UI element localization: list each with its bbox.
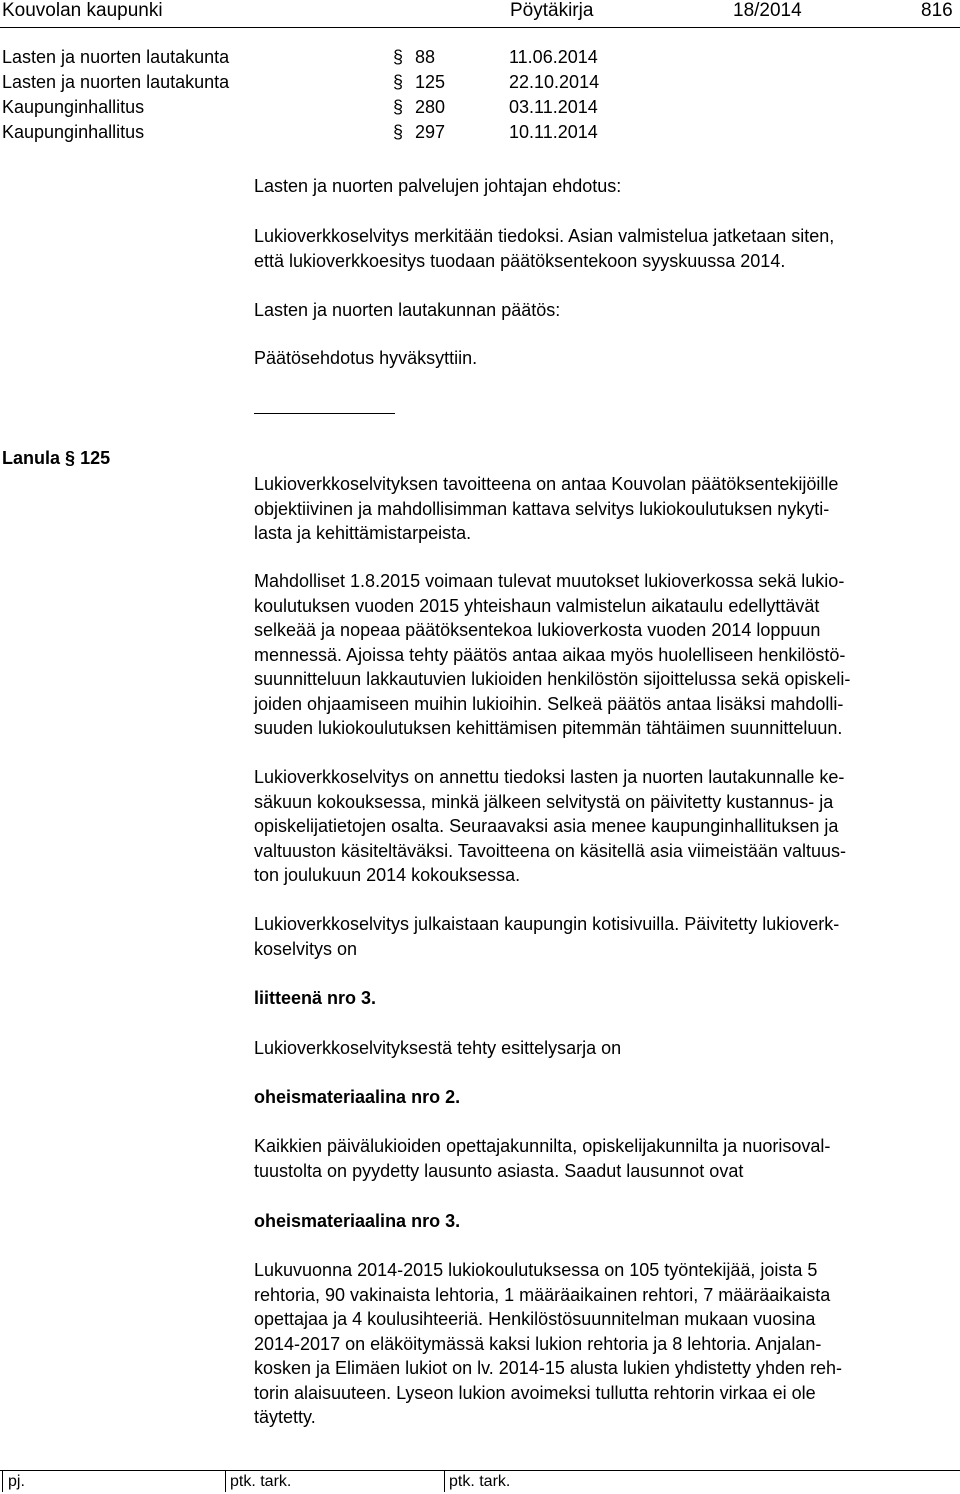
history-body: Kaupunginhallitus xyxy=(2,97,145,117)
preparer-name: Lanula xyxy=(2,448,61,468)
section-sign-icon: § xyxy=(393,122,404,142)
text-line: liitteenä nro 3. xyxy=(254,988,377,1008)
history-date: 22.10.2014 xyxy=(509,72,600,92)
text-line: suuden lukiokoulutuksen kehittämisen pitemmän tähtäimen suunnitteluun. xyxy=(254,718,843,738)
text-line: rehtoria, 90 vakinaista lehtoria, 1 määräaikainen rehtori, 7 määräaikaista xyxy=(254,1284,831,1305)
history-body: Lasten ja nuorten lautakunta xyxy=(2,72,230,92)
paragraph xyxy=(254,912,954,961)
text-line: joiden ohjaamiseen muihin lukioihin. Selkeä päätös antaa lisäksi mahdolli- xyxy=(254,693,844,714)
history-number: 125 xyxy=(415,72,446,92)
signature-divider xyxy=(2,1470,3,1492)
text-line: säkuun kokouksessa, minkä jälkeen selvitystä on päivitetty kustannus- ja xyxy=(254,791,834,812)
text-line: lasta ja kehittämistarpeista. xyxy=(254,523,472,543)
section-sign-icon: § xyxy=(65,448,76,468)
text-line: objektiivinen ja mahdollisimman kattava selvitys lukiokoulutuksen nykyti- xyxy=(254,498,830,519)
history-date: 11.06.2014 xyxy=(509,47,598,67)
header-rule xyxy=(0,27,960,28)
minutes-checker-label: ptk. tark. xyxy=(230,1473,292,1490)
text-line: Lukioverkkoselvityksen tavoitteena on antaa Kouvolan päätöksentekijöille xyxy=(254,474,839,494)
paragraph xyxy=(254,1258,954,1430)
signature-divider xyxy=(225,1470,226,1492)
text-line: ton joulukuun 2014 kokouksessa. xyxy=(254,865,521,885)
paragraph xyxy=(254,569,954,741)
section-sign-icon: § xyxy=(393,47,404,67)
paragraph xyxy=(254,472,954,546)
decision-text: Päätösehdotus hyväksyttiin. xyxy=(254,348,478,368)
text-line: 2014-2017 on eläköitymässä kaksi lukion rehtoria ja 8 lehtoria. Anjalan- xyxy=(254,1333,822,1354)
text-line: tuustolta on pyydetty lausunto asiasta. Saadut lausunnot ovat xyxy=(254,1160,744,1181)
text-line: täytetty. xyxy=(254,1407,316,1427)
text-line: oheismateriaalina nro 3. xyxy=(254,1211,461,1231)
page-number: 816 xyxy=(921,0,953,21)
text-line: koulutuksen vuoden 2015 yhteishaun valmistelun aikataulu edellyttävät xyxy=(254,595,820,616)
text-line: Kaikkien päivälukioiden opettajakunnilta, opiskelijakunnilta ja nuorisoval- xyxy=(254,1136,831,1156)
proposal-heading: Lasten ja nuorten palvelujen johtajan ehdotus: xyxy=(254,176,622,196)
minutes-checker-label: ptk. tark. xyxy=(449,1473,511,1490)
text-line: kosken ja Elimäen lukiot on lv. 2014-15 alusta lukien yhdistetty yhden reh- xyxy=(254,1358,842,1378)
text-line: opettajaa ja 4 koulusihteeriä. Henkilöstösuunnitelman mukaan vuosina xyxy=(254,1309,816,1329)
attachment-reference xyxy=(254,986,954,1011)
text-line: valtuuston käsiteltäväksi. Tavoitteena on käsitellä asia viimeistään valtuus- xyxy=(254,840,846,861)
section-divider xyxy=(254,413,395,414)
paragraph xyxy=(254,1134,954,1183)
document-type: Pöytäkirja xyxy=(510,0,594,21)
text-line: Lukuvuonna 2014-2015 lukiokoulutuksessa on 105 työntekijää, joista 5 xyxy=(254,1260,818,1280)
attachment-reference xyxy=(254,1209,954,1234)
history-date: 10.11.2014 xyxy=(509,122,598,142)
history-number: 88 xyxy=(415,47,436,67)
text-line: mennessä. Ajoissa tehty päätös antaa aikaa myös huolelliseen henkilöstö- xyxy=(254,644,846,665)
organization-name: Kouvolan kaupunki xyxy=(2,0,163,21)
proposal-text xyxy=(254,224,954,273)
history-number: 280 xyxy=(415,97,446,117)
issue-number: 18/2014 xyxy=(733,0,802,21)
attachment-reference xyxy=(254,1085,954,1110)
history-body: Kaupunginhallitus xyxy=(2,122,145,142)
chair-signature-label: pj. xyxy=(8,1473,25,1490)
text-line: koselvitys on xyxy=(254,938,358,959)
history-date: 03.11.2014 xyxy=(509,97,598,117)
section-sign-icon: § xyxy=(393,72,404,92)
text-line: selkeää ja nopeaa päätöksentekoa lukioverkosta vuoden 2014 loppuun xyxy=(254,620,821,640)
decision-heading: Lasten ja nuorten lautakunnan päätös: xyxy=(254,300,561,320)
text-line: oheismateriaalina nro 2. xyxy=(254,1087,461,1107)
text-line: opiskelijatietojen osalta. Seuraavaksi asia menee kaupunginhallituksen ja xyxy=(254,816,839,836)
text-line: torin alaisuuteen. Lyseon lukion avoimeksi tullutta rehtorin virkaa ei ole xyxy=(254,1382,816,1403)
paragraph xyxy=(254,1036,954,1061)
text-line: Lukioverkkoselvityksestä tehty esittelysarja on xyxy=(254,1038,622,1058)
section-number: 125 xyxy=(80,448,111,468)
text-line: että lukioverkkoesitys tuodaan päätöksentekoon syyskuussa 2014. xyxy=(254,250,786,271)
history-body: Lasten ja nuorten lautakunta xyxy=(2,47,230,67)
history-number: 297 xyxy=(415,122,446,142)
text-line: Lukioverkkoselvitys merkitään tiedoksi. Asian valmistelua jatketaan siten, xyxy=(254,226,835,246)
signature-divider xyxy=(444,1470,445,1492)
footer-rule xyxy=(0,1470,960,1471)
text-line: Lukioverkkoselvitys julkaistaan kaupungin kotisivuilla. Päivitetty lukioverk- xyxy=(254,914,840,934)
text-line: suunnitteluun lakkautuvien lukioiden henkilöstön sijoittelussa sekä opiskeli- xyxy=(254,669,851,689)
margin-reference xyxy=(2,448,110,469)
text-line: Lukioverkkoselvitys on annettu tiedoksi lasten ja nuorten lautakunnalle ke- xyxy=(254,767,845,787)
paragraph xyxy=(254,765,954,888)
text-line: Mahdolliset 1.8.2015 voimaan tulevat muutokset lukioverkossa sekä lukio- xyxy=(254,571,845,591)
section-sign-icon: § xyxy=(393,97,404,117)
